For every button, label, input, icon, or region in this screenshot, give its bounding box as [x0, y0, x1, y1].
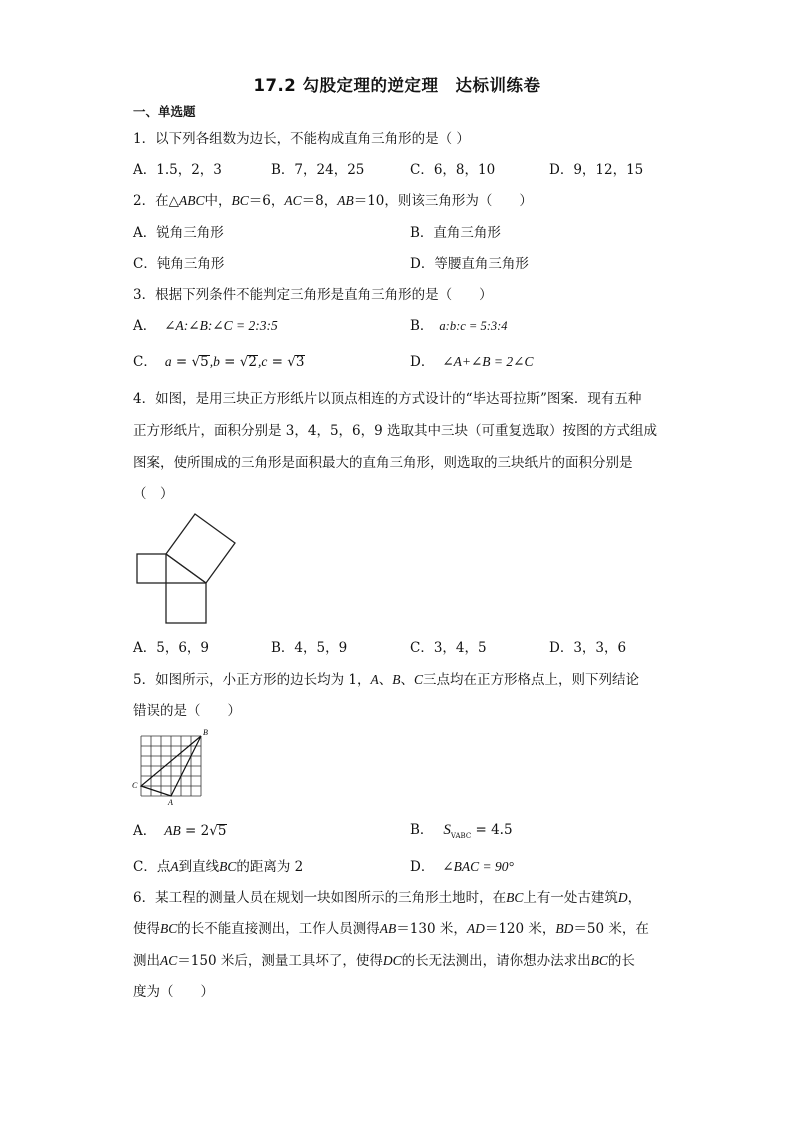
label-a: A — [168, 798, 173, 807]
q2-option-a[interactable]: A．锐角三角形 — [133, 225, 224, 241]
q3-stem: 3．根据下列条件不能判定三角形是直角三角形的是（ ） — [133, 287, 493, 303]
q6-stem-line1: 6．某工程的测量人员在规划一块如图所示的三角形土地时，在BC上有一处古建筑D， — [133, 890, 642, 906]
grid-triangle-figure — [130, 726, 215, 808]
q3-option-a[interactable]: A． ∠A:∠B:∠C = 2:3:5 — [133, 318, 278, 334]
q5-stem-line2: 错误的是（ ） — [133, 703, 241, 719]
q3-option-d[interactable]: D． ∠A+∠B = 2∠C — [410, 354, 534, 370]
bottom-square — [166, 583, 206, 623]
q2-option-d[interactable]: D．等腰直角三角形 — [410, 256, 529, 272]
q5-stem-line1: 5．如图所示，小正方形的边长均为 1，A、B、C三点均在正方形格点上，则下列结论 — [133, 672, 639, 688]
q4-stem-line1: 4．如图，是用三块正方形纸片以顶点相连的方式设计的“毕达哥拉斯”图案．现有五种 — [133, 391, 642, 407]
q5-option-a[interactable]: A． AB = 2√5 — [133, 823, 227, 839]
q2-stem: 2．在△ABC中，BC＝6，AC＝8，AB＝10，则该三角形为（ ） — [133, 193, 533, 209]
label-b: B — [203, 728, 208, 737]
q1-option-a[interactable]: A．1.5，2，3 — [133, 162, 222, 178]
page-title: 17.2 勾股定理的逆定理 达标训练卷 — [253, 76, 541, 95]
q5-option-d[interactable]: D． ∠BAC = 90° — [410, 859, 514, 875]
section-heading: 一、单选题 — [133, 104, 196, 119]
q3-option-c[interactable]: C． a = √5,b = √2,c = √3 — [133, 354, 305, 370]
grid — [141, 736, 201, 796]
q6-stem-line3: 测出AC＝150 米后，测量工具坏了，使得DC的长无法测出，请你想办法求出BC的长 — [133, 953, 635, 969]
q4-option-b[interactable]: B．4，5，9 — [271, 640, 348, 656]
q5-option-b[interactable]: B． $S_{VABC} = 4.5$ — [410, 822, 513, 840]
q4-stem-line4: （ ） — [133, 486, 174, 502]
q4-option-c[interactable]: C．3，4，5 — [410, 640, 487, 656]
q6-stem-line4: 度为（ ） — [133, 984, 214, 1000]
q4-option-d[interactable]: D．3，3，6 — [549, 640, 627, 656]
right-triangle-hypotenuse — [166, 554, 206, 583]
hypotenuse-square — [166, 514, 235, 583]
q1-stem: 1．以下列各组数为边长，不能构成直角三角形的是（ ） — [133, 131, 470, 147]
q1-option-b[interactable]: B．7，24，25 — [271, 162, 365, 178]
label-c: C — [132, 781, 138, 790]
pythagoras-squares-figure — [130, 508, 240, 630]
q2-option-c[interactable]: C．钝角三角形 — [133, 256, 225, 272]
q1-option-d[interactable]: D．9，12，15 — [549, 162, 644, 178]
small-square — [137, 554, 166, 583]
q3-option-b[interactable]: B． a:b:c = 5:3:4 — [410, 318, 508, 334]
q4-stem-line2: 正方形纸片，面积分别是 3，4，5，6，9 选取其中三块（可重复选取）按图的方式组成 — [133, 423, 658, 439]
q4-stem-line3: 图案，使所围成的三角形是面积最大的直角三角形，则选取的三块纸片的面积分别是 — [133, 455, 633, 471]
q4-option-a[interactable]: A．5，6，9 — [133, 640, 210, 656]
q6-stem-line2: 使得BC的长不能直接测出，工作人员测得AB＝130 米，AD＝120 米，BD＝50 米，在 — [133, 921, 649, 937]
q1-option-c[interactable]: C．6，8，10 — [410, 162, 496, 178]
q5-option-c[interactable]: C．点A到直线BC的距离为 2 — [133, 859, 304, 875]
q2-option-b[interactable]: B．直角三角形 — [410, 225, 501, 241]
